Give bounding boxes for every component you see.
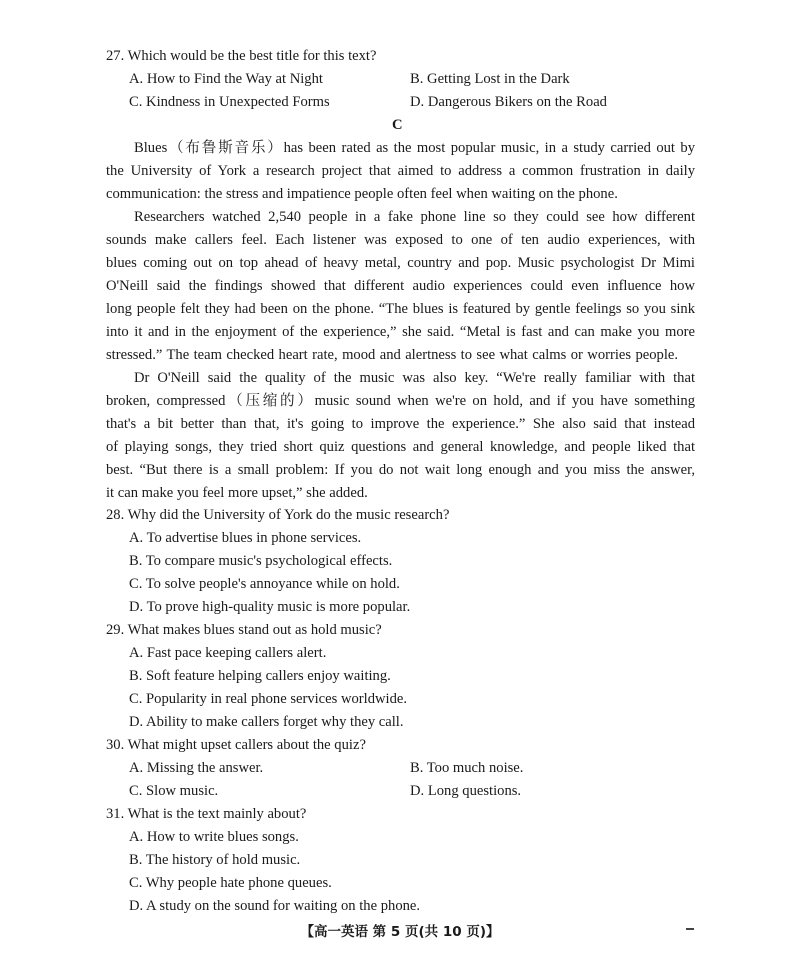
passage-line: that's a bit better than that, it's going to improve the experience.” She also said that instead <box>106 416 695 432</box>
page-footer: 【高一英语 第 5 页(共 10 页)】 <box>300 924 500 940</box>
q31-option-d: D. A study on the sound for waiting on the phone. <box>129 898 421 914</box>
q28-stem: 28. Why did the University of York do the music research? <box>106 507 450 523</box>
q31-option-c: C. Why people hate phone queues. <box>129 875 332 891</box>
passage-line: O'Neill said the findings showed that different audio experiences could even influence how <box>106 278 695 294</box>
q29-stem: 29. What makes blues stand out as hold music? <box>106 622 382 638</box>
q29-option-d: D. Ability to make callers forget why they call. <box>129 714 404 730</box>
q27-option-a: A. How to Find the Way at Night <box>129 71 323 87</box>
q29-option-a: A. Fast pace keeping callers alert. <box>129 645 327 661</box>
q30-option-d: D. Long questions. <box>410 783 522 799</box>
passage-line: broken, compressed（压缩的）music sound when we're on hold, and if you have something <box>106 393 695 409</box>
q29-option-c: C. Popularity in real phone services worldwide. <box>129 691 408 707</box>
passage-line: Blues（布鲁斯音乐）has been rated as the most popular music, in a study carried out by <box>134 140 695 156</box>
q28-option-b: B. To compare music's psychological effects. <box>129 553 393 569</box>
q30-option-c: C. Slow music. <box>129 783 219 799</box>
passage-line: blues coming out on top ahead of heavy metal, country and pop. Music psychologist Dr Mimi <box>106 255 695 271</box>
passage-line: Researchers watched 2,540 people in a fake phone line so they could see how different <box>134 209 695 225</box>
passage-line: it can make you feel more upset,” she added. <box>106 485 368 501</box>
q31-option-a: A. How to write blues songs. <box>129 829 299 845</box>
q28-option-a: A. To advertise blues in phone services. <box>129 530 362 546</box>
q31-option-b: B. The history of hold music. <box>129 852 301 868</box>
q30-stem: 30. What might upset callers about the quiz? <box>106 737 366 753</box>
q27-option-b: B. Getting Lost in the Dark <box>410 71 570 87</box>
q27-stem: 27. Which would be the best title for this text? <box>106 48 377 64</box>
passage-line: Dr O'Neill said the quality of the music was also key. “We're really familiar with that <box>134 370 695 386</box>
q30-option-a: A. Missing the answer. <box>129 760 264 776</box>
q29-option-b: B. Soft feature helping callers enjoy waiting. <box>129 668 391 684</box>
passage-line: best. “But there is a small problem: If you do not wait long enough and you miss the answer, <box>106 462 695 478</box>
q28-option-d: D. To prove high-quality music is more popular. <box>129 599 411 615</box>
q28-option-c: C. To solve people's annoyance while on hold. <box>129 576 400 592</box>
passage-line: of playing songs, they tried short quiz questions and general knowledge, and people liked that <box>106 439 695 455</box>
passage-line: communication: the stress and impatience people often feel when waiting on the phone. <box>106 186 618 202</box>
q30-option-b: B. Too much noise. <box>410 760 524 776</box>
footer-dash-mark <box>686 928 694 930</box>
passage-line: sounds make callers feel. Each listener was exposed to one of ten audio experiences, with <box>106 232 695 248</box>
q31-stem: 31. What is the text mainly about? <box>106 806 307 822</box>
q27-option-c: C. Kindness in Unexpected Forms <box>129 94 330 110</box>
passage-line: the University of York a research project that aimed to address a common frustration in daily <box>106 163 695 179</box>
q27-option-d: D. Dangerous Bikers on the Road <box>410 94 607 110</box>
passage-line: into it and in the enjoyment of the experience,” she said. “Metal is fast and can make you more <box>106 324 695 340</box>
section-heading: C <box>392 117 403 133</box>
passage-line: long people felt they had been on the phone. “The blues is featured by gentle feelings so you sink <box>106 301 695 317</box>
passage-line: stressed.” The team checked heart rate, mood and alertness to see what calms or worries people. <box>106 347 678 363</box>
